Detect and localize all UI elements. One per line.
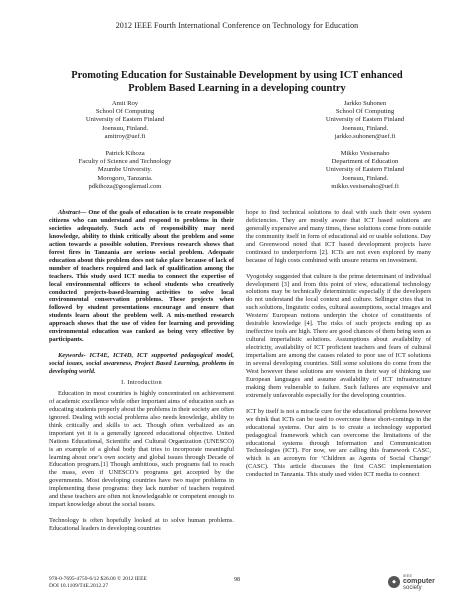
author-block-4 — [290, 150, 440, 191]
author-affiliation: School Of Computing — [335, 108, 395, 116]
author-affiliation: Morogoro, Tanzania. — [97, 174, 153, 182]
author-email: pdkihoza@googlemail.com — [88, 182, 162, 190]
abstract — [49, 209, 234, 344]
author-affiliation: University of Eastern Finland — [325, 116, 405, 124]
author-name: Patrick Kihoza — [105, 150, 145, 157]
page-number: 98 — [234, 577, 240, 583]
author-email: mikko.vesisenaho@uef.fi — [331, 182, 399, 190]
right-paragraph-3: ICT by itself is not a miracle cure for the educational problems however we think that ICTs can be used to overcome these short-comings in the educational systems. Our aim is to create a technology supported pedagogical framework which can overcome the limitations of the educational systems through Information and Communication Technologies (ICT). For now, we are calling this framework CASC, which is an acronym for ‘Children as Agents of Social Change’ (CASC). This article discusses the first CASC implementation conducted in Tanzania. This study used video ICT media to connect — [246, 407, 431, 479]
author-affiliation: Faculty of Science and Technology — [78, 158, 172, 166]
author-name: Jarkko Suhonen — [343, 100, 387, 107]
right-paragraph-2: Vyogotsky suggested that culture is the prime determinant of individual development [3] and from this point of view, educational technology solutions may be technically deterministic especially if the developers do not understand the local context and culture. Sellinger cites that in such solutions, linguistic codes, cultural assumptions, social images and Western/ European notions underpin the choice of constituents of desirable knowledge [4]. The risks of such projects ending up as ineffective tools are high. There are good chances of them being seen as cultural imperialistic solutions. Assumptions about availability of electricity, availability of ICT proficient teachers and fears of cultural imperialism are among the causes related to poor use of ICT solutions in several developing countries. Still some solutions do come from the West however these solutions are western in their way of thinking use European languages and assume availability of ICT infrastructure making them vulnerable to failure. Such failures are expensive and extremely unfavorable especially for the developing countries. — [246, 272, 431, 399]
ieee-computer-society-logo: ◆ IEEE computer society — [388, 573, 435, 591]
author-affiliation: University of Eastern Finland — [85, 116, 165, 124]
author-name: Amit Roy — [111, 100, 139, 107]
author-block-1 — [50, 100, 200, 141]
title-line-2: Problem Based Learning in a developing country — [128, 82, 346, 94]
section-heading: I. Introduction — [121, 378, 162, 386]
author-affiliation: Joensuu, Finland. — [341, 124, 389, 132]
author-email: jarkko.suhonen@uef.fi — [334, 132, 396, 140]
author-affiliation: Mzumbe University. — [97, 166, 153, 174]
abstract-label: Abstract — [58, 209, 81, 216]
title-line-1: Promoting Education for Sustainable Development by using ICT enhanced — [71, 70, 403, 81]
right-column — [246, 209, 431, 479]
footer-left — [49, 576, 219, 590]
author-affiliation: Joensuu, Finland. — [101, 124, 149, 132]
author-block-2 — [290, 100, 440, 141]
ieee-logo-icon: ◆ — [388, 576, 400, 588]
keywords-label: Keywords- — [58, 352, 86, 360]
keywords-text: ICT4E, ICT4D, ICT supported pedagogical model, social issues, social awareness, Project Based Learning, problems in developing world. — [49, 352, 234, 375]
intro-paragraph-1: Education in most countries is highly concentrated on achievement of academic excellence while other important aims of education such as educating students properly about the problems in their society are often ignored. Dealing with social problems also needs knowledge, ability to think critically and skills to act. Though often verbalized as an important yet it is a generally ignored educational objective. United Nations Educational, Scientific and Cultural Organization (UNESCO) is an example of a global body that tries to incorporate meaningful learning about one’s own society and global issues through Decade of Education program.[1] Though ambitious, such programs fail to reach the mass, even if UNESCO’s programs get accepted by the governments. Most developing countries have two major problems in implementing these programs: they lack number of teachers required and these teachers are often not knowledgeable or competent enough to impart knowledge about the social issues. — [49, 389, 234, 509]
keywords — [49, 352, 234, 376]
footer-isbn: 978-0-7695-4759-6/12 $26.00 © 2012 IEEE — [49, 576, 147, 582]
author-name: Mikko Vesisenaho — [340, 150, 390, 157]
left-column — [49, 209, 234, 533]
author-block-3 — [50, 150, 200, 191]
conference-header: 2012 IEEE Fourth International Conference on Technology for Education — [115, 21, 359, 30]
author-affiliation: School Of Computing — [95, 108, 155, 116]
intro-paragraph-2: Technology is often hopefully looked at to solve human problems. Educational leaders in developing countries — [49, 517, 234, 533]
abstract-text: — One of the goals of education is to create responsible citizens who can understand and respond to problems in their societies adequately. Such acts of responsibility may need knowledge, ability to think critically about the problem and some action towards a possible solution. Previous research shows that forest fires in Tanzania are serious social problem. Adequate education about this problem does not take place because of lack of number of teachers required and lack of qualification among the teachers. This study used ICT media to connect the expertise of local environmental officers to school students who creatively conducted projects-based-learning activities to solve local environmental conservation problems. These projects when followed by student presentations encourage and ensure that students learn about the problem well. A mix-method research approach shows that the use of video for learning and providing environmental education was ranked as being very effective by participants. — [49, 209, 234, 344]
paper-title — [40, 70, 434, 95]
author-affiliation: University of Eastern Finland — [325, 166, 405, 174]
footer-doi: DOI 10.1109/T4E.2012.27 — [49, 583, 109, 589]
author-affiliation: Department of Education — [331, 158, 399, 166]
author-affiliation: Joensuu, Finland. — [341, 174, 389, 182]
author-email: amitroy@uef.fi — [104, 132, 146, 140]
right-paragraph-1: hope to find technical solutions to deal with such their own system deficiencies. They are mostly aware that ICT based solutions are generally expensive and many times, these solutions come from outside the community itself in form of educational aid or usable solutions. Day and Greenwood noted that ICT based development projects have continued to underperform [2]. ICTs are not even explored by many because of high costs combined with unsure returns on investment. — [246, 209, 431, 264]
